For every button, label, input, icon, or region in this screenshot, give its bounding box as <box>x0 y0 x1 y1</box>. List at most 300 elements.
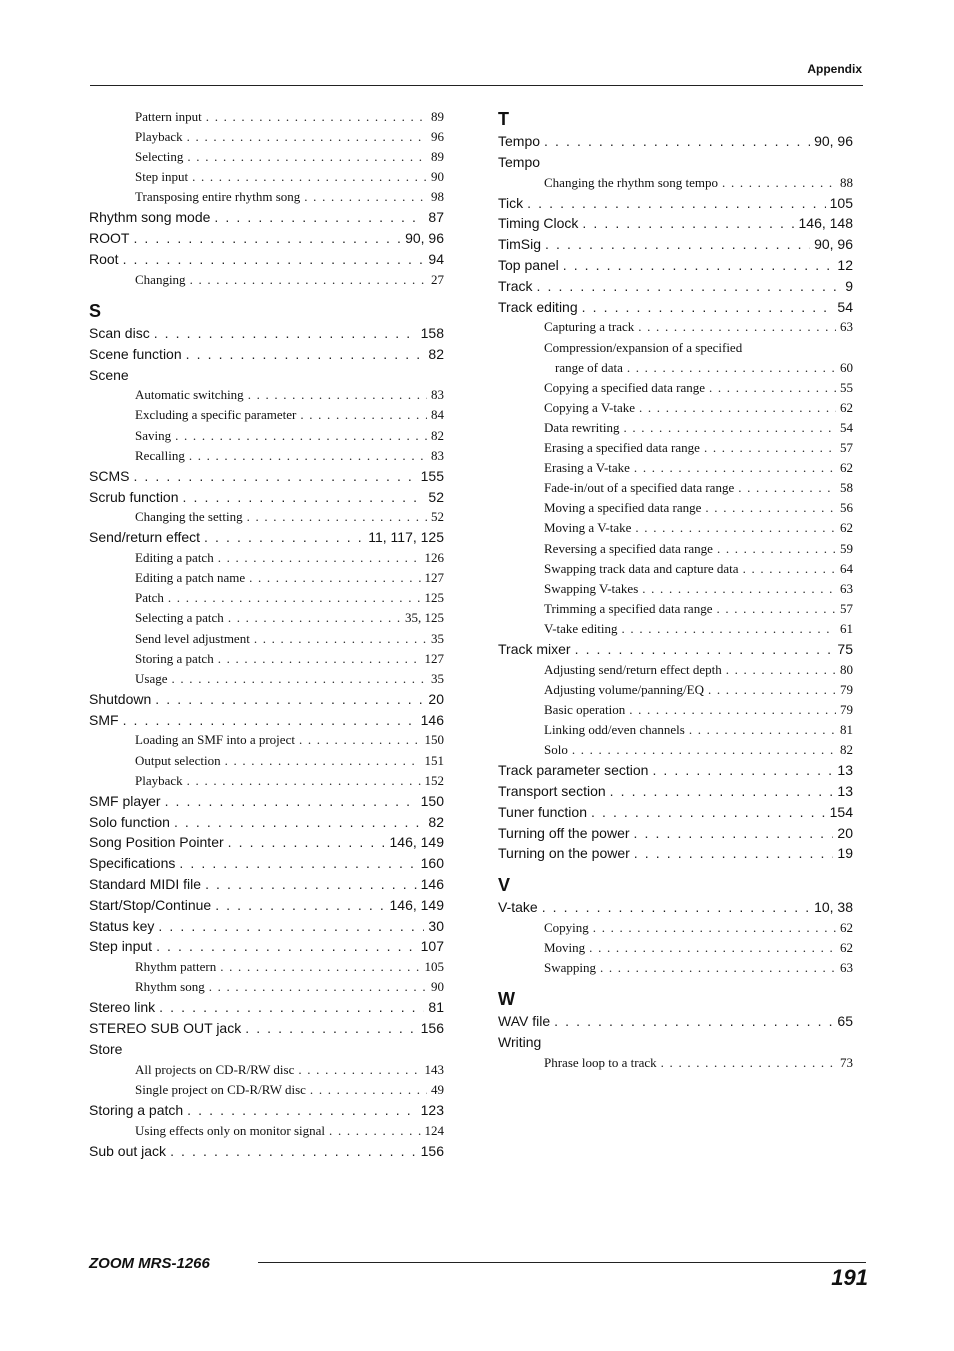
dot-leader <box>254 629 427 649</box>
index-subentry <box>498 680 853 700</box>
dot-leader <box>187 1100 416 1121</box>
dot-leader <box>123 710 417 731</box>
entry-page-numbers: 63 <box>840 319 853 335</box>
dot-leader <box>299 730 421 750</box>
entry-page-numbers: 79 <box>840 681 853 697</box>
dot-leader <box>155 689 424 710</box>
dot-leader <box>544 131 810 152</box>
index-subentry <box>89 588 444 608</box>
entry-term: Root <box>89 251 119 268</box>
page-number: 191 <box>831 1265 868 1290</box>
index-entry <box>89 1039 444 1060</box>
index-entry <box>89 228 444 249</box>
entry-page-numbers: 152 <box>424 772 444 788</box>
dot-leader <box>187 147 427 167</box>
entry-page-numbers: 62 <box>840 460 853 476</box>
entry-term: Specifications <box>89 855 176 872</box>
dot-leader <box>154 323 417 344</box>
entry-page-numbers: 57 <box>840 440 853 456</box>
index-subentry <box>89 1080 444 1100</box>
index-entry <box>498 276 853 297</box>
entry-term: Solo function <box>89 813 170 830</box>
entry-page-numbers: 13 <box>837 762 853 779</box>
entry-page-numbers: 89 <box>431 109 444 124</box>
entry-page-numbers: 81 <box>840 722 853 738</box>
index-entry <box>498 193 853 214</box>
index-subentry <box>498 317 853 337</box>
entry-term: Swapping V-takes <box>544 580 639 596</box>
dot-leader <box>593 918 836 938</box>
index-entry <box>498 802 853 823</box>
index-letter-heading: W <box>498 989 515 1010</box>
entry-term: Storing a patch <box>89 1101 184 1118</box>
entry-page-numbers: 151 <box>424 752 444 768</box>
index-subentry <box>498 619 853 639</box>
entry-term: Capturing a track <box>544 319 635 335</box>
index-entry <box>89 527 444 548</box>
dot-leader <box>186 344 425 365</box>
entry-page-numbers: 105 <box>424 959 444 975</box>
entry-term: Scene function <box>89 345 182 362</box>
index-entry <box>498 760 853 781</box>
entry-term: Loading an SMF into a project <box>135 732 295 748</box>
dot-leader <box>563 255 834 276</box>
index-subentry <box>498 458 853 478</box>
dot-leader <box>133 228 401 249</box>
dot-leader <box>192 167 427 187</box>
dot-leader <box>591 802 826 823</box>
entry-term: Changing the rhythm song tempo <box>544 174 719 190</box>
index-subentry <box>498 378 853 398</box>
dot-leader <box>189 446 427 466</box>
entry-page-numbers: 143 <box>424 1061 444 1077</box>
dot-leader <box>220 957 420 977</box>
entry-term: All projects on CD-R/RW disc <box>135 1061 295 1077</box>
entry-page-numbers: 80 <box>840 661 853 677</box>
entry-term: Compression/expansion of a specified <box>544 339 743 355</box>
index-entry <box>89 249 444 270</box>
entry-page-numbers: 20 <box>428 690 444 707</box>
dot-leader <box>634 458 836 478</box>
index-subentry <box>498 938 853 958</box>
index-entry <box>89 487 444 508</box>
entry-term: range of data <box>555 359 623 375</box>
entry-term: Status key <box>89 917 155 934</box>
entry-page-numbers: 90 <box>431 169 444 185</box>
entry-page-numbers: 63 <box>840 580 853 596</box>
entry-page-numbers: 55 <box>840 379 853 395</box>
dot-leader <box>527 193 825 214</box>
entry-term: Rhythm pattern <box>135 959 217 975</box>
entry-page-numbers: 54 <box>840 419 853 435</box>
entry-page-numbers: 58 <box>840 480 853 496</box>
dot-leader <box>187 771 421 791</box>
index-subentry <box>498 599 853 619</box>
entry-page-numbers: 52 <box>431 509 444 525</box>
entry-page-numbers: 75 <box>837 640 853 657</box>
index-subentry <box>89 446 444 466</box>
entry-term: Playback <box>135 129 183 145</box>
entry-page-numbers: 82 <box>428 813 444 830</box>
entry-term: Moving a specified data range <box>544 500 702 516</box>
entry-page-numbers: 82 <box>840 742 853 758</box>
entry-term: Transposing entire rhythm song <box>135 189 301 205</box>
entry-page-numbers: 146, 149 <box>389 834 444 851</box>
entry-page-numbers: 35 <box>431 670 444 686</box>
entry-page-numbers: 87 <box>428 209 444 226</box>
entry-page-numbers: 56 <box>840 500 853 516</box>
entry-term: Automatic switching <box>135 387 244 403</box>
entry-term: Timing Clock <box>498 215 579 232</box>
index-subentry <box>498 1053 853 1073</box>
entry-term: Tempo <box>498 133 541 149</box>
entry-term: Standard MIDI file <box>89 875 202 892</box>
index-subentry <box>89 1121 444 1141</box>
dot-leader <box>635 518 836 538</box>
dot-leader <box>709 378 836 398</box>
entry-page-numbers: 156 <box>420 1020 444 1037</box>
entry-term: Tempo <box>498 153 541 170</box>
entry-page-numbers: 150 <box>424 732 444 748</box>
entry-page-numbers: 11, 117, 125 <box>368 529 444 546</box>
index-entry <box>498 897 853 918</box>
index-subentry <box>89 548 444 568</box>
entry-page-numbers: 158 <box>420 324 444 341</box>
entry-term: Adjusting send/return effect depth <box>544 661 722 677</box>
dot-leader <box>206 107 427 127</box>
entry-page-numbers: 98 <box>431 189 444 205</box>
entry-term: Editing a patch <box>135 550 214 566</box>
dot-leader <box>310 1080 427 1100</box>
entry-page-numbers: 126 <box>424 550 444 566</box>
dot-leader <box>582 297 834 318</box>
dot-leader <box>205 874 417 895</box>
entry-term: Scrub function <box>89 488 179 505</box>
entry-page-numbers: 61 <box>840 620 853 636</box>
entry-page-numbers: 125 <box>424 590 444 606</box>
entry-term: Pattern input <box>135 109 202 124</box>
entry-term: Top panel <box>498 257 559 274</box>
index-entry <box>89 791 444 812</box>
entry-page-numbers: 82 <box>428 345 444 362</box>
entry-term: Swapping track data and capture data <box>544 560 739 576</box>
entry-page-numbers: 81 <box>428 999 444 1016</box>
entry-page-numbers: 62 <box>840 920 853 936</box>
dot-leader <box>704 438 836 458</box>
entry-term: Store <box>89 1040 123 1057</box>
index-entry <box>89 853 444 874</box>
dot-leader <box>247 507 427 527</box>
entry-page-numbers: 94 <box>428 251 444 268</box>
entry-page-numbers: 49 <box>431 1081 444 1097</box>
dot-leader <box>743 559 836 579</box>
entry-term: Shutdown <box>89 690 152 707</box>
entry-term: Song Position Pointer <box>89 834 224 851</box>
entry-page-numbers: 107 <box>420 938 444 955</box>
index-subentry <box>89 405 444 425</box>
dot-leader <box>218 548 421 568</box>
entry-term: STEREO SUB OUT jack <box>89 1020 242 1037</box>
dot-leader <box>215 895 385 916</box>
entry-term: Using effects only on monitor signal <box>135 1122 326 1138</box>
dot-leader <box>225 751 421 771</box>
entry-term: Patch <box>135 590 164 606</box>
dot-leader <box>708 680 836 700</box>
entry-term: Changing <box>135 271 186 287</box>
dot-leader <box>159 997 424 1018</box>
entry-page-numbers: 89 <box>431 149 444 165</box>
entry-term: Moving <box>544 940 586 956</box>
entry-term: Phrase loop to a track <box>544 1054 657 1070</box>
index-subentry <box>89 608 444 628</box>
dot-leader <box>689 720 836 740</box>
entry-term: SMF <box>89 711 119 728</box>
dot-leader <box>245 1018 416 1039</box>
index-subentry <box>89 649 444 669</box>
entry-page-numbers: 10, 38 <box>814 899 853 916</box>
dot-leader <box>249 568 420 588</box>
entry-page-numbers: 127 <box>424 650 444 666</box>
index-subentry <box>498 539 853 559</box>
dot-leader <box>545 234 810 255</box>
entry-page-numbers: 65 <box>837 1013 853 1030</box>
entry-term: Start/Stop/Continue <box>89 896 212 913</box>
entry-term: WAV file <box>498 1013 551 1030</box>
entry-page-numbers: 83 <box>431 447 444 463</box>
index-subentry <box>498 918 853 938</box>
entry-term: Send level adjustment <box>135 630 250 646</box>
index-entry <box>89 812 444 833</box>
entry-term: Reversing a specified data range <box>544 540 713 556</box>
index-entry <box>89 1141 444 1162</box>
index-letter-heading: V <box>498 875 511 896</box>
dot-leader <box>204 527 364 548</box>
index-entry <box>89 936 444 957</box>
dot-leader <box>634 823 834 844</box>
entry-term: Swapping <box>544 960 596 976</box>
entry-term: Scan disc <box>89 324 150 341</box>
dot-leader <box>179 853 416 874</box>
dot-leader <box>629 700 836 720</box>
dot-leader <box>716 599 836 619</box>
index-entry <box>89 365 444 386</box>
dot-leader <box>722 173 836 193</box>
dot-leader <box>661 1053 836 1073</box>
entry-term: Usage <box>135 670 168 686</box>
index-subentry <box>89 771 444 791</box>
entry-page-numbers: 19 <box>837 845 853 862</box>
entry-page-numbers: 79 <box>840 701 853 717</box>
index-subentry <box>498 660 853 680</box>
dot-leader <box>228 832 386 853</box>
entry-page-numbers: 146, 149 <box>389 896 444 913</box>
index-entry <box>498 1032 853 1053</box>
index-subentry <box>89 507 444 527</box>
index-entry <box>498 213 853 234</box>
entry-term: Solo <box>544 742 568 758</box>
dot-leader <box>639 398 836 418</box>
dot-leader <box>165 791 417 812</box>
dot-leader <box>248 385 427 405</box>
index-entry <box>89 832 444 853</box>
entry-term: Scene <box>89 366 129 383</box>
dot-leader <box>738 478 836 498</box>
entry-term: Storing a patch <box>135 650 214 666</box>
index-subentry <box>89 629 444 649</box>
index-subentry <box>89 1060 444 1080</box>
dot-leader <box>168 588 421 608</box>
entry-page-numbers: 90, 96 <box>405 230 444 247</box>
dot-leader <box>156 936 417 957</box>
index-entry <box>89 466 444 487</box>
entry-term: Copying a specified data range <box>544 379 705 395</box>
entry-page-numbers: 154 <box>829 803 853 820</box>
index-entry <box>498 843 853 864</box>
entry-term: SMF player <box>89 792 161 809</box>
index-subentry <box>498 559 853 579</box>
entry-page-numbers: 60 <box>840 359 853 375</box>
index-subentry <box>498 740 853 760</box>
entry-page-numbers: 54 <box>837 298 853 315</box>
entry-page-numbers: 27 <box>431 271 444 287</box>
index-entry <box>498 297 853 318</box>
entry-term: ROOT <box>89 230 130 247</box>
dot-leader <box>717 539 836 559</box>
dot-leader <box>218 649 421 669</box>
entry-term: Single project on CD-R/RW disc <box>135 1081 306 1097</box>
index-subentry <box>89 669 444 689</box>
entry-term: Copying <box>544 920 589 936</box>
dot-leader <box>187 127 427 147</box>
footer-model-name: ZOOM MRS-1266 <box>89 1255 210 1272</box>
index-subentry <box>89 127 444 147</box>
entry-term: Changing the setting <box>135 509 243 525</box>
index-subentry <box>89 385 444 405</box>
index-subentry <box>498 338 853 358</box>
dot-leader <box>172 669 428 689</box>
entry-page-numbers: 155 <box>420 467 444 484</box>
entry-term: Turning on the power <box>498 845 630 862</box>
entry-term: Turning off the power <box>498 824 630 841</box>
index-subentry <box>498 438 853 458</box>
index-subentry <box>89 107 444 127</box>
index-letter-heading: T <box>498 109 509 129</box>
index-subentry <box>498 418 853 438</box>
entry-term: V-take editing <box>544 620 618 636</box>
index-entry <box>89 916 444 937</box>
entry-page-numbers: 62 <box>840 520 853 536</box>
dot-leader <box>228 608 401 628</box>
entry-term: Writing <box>498 1034 542 1051</box>
header-rule <box>90 85 863 86</box>
entry-page-numbers: 12 <box>837 257 853 274</box>
index-subentry <box>89 568 444 588</box>
index-subentry <box>89 730 444 750</box>
entry-page-numbers: 35 <box>431 630 444 646</box>
entry-term: Playback <box>135 772 183 788</box>
dot-leader <box>298 1060 420 1080</box>
index-entry <box>498 255 853 276</box>
entry-term: Erasing a specified data range <box>544 440 700 456</box>
entry-term: Output selection <box>135 752 221 768</box>
entry-page-numbers: 96 <box>431 129 444 145</box>
entry-page-numbers: 83 <box>431 387 444 403</box>
index-entry <box>89 997 444 1018</box>
entry-page-numbers: 146 <box>420 875 444 892</box>
entry-term: Fade-in/out of a specified data range <box>544 480 735 496</box>
entry-page-numbers: 84 <box>431 407 444 423</box>
entry-term: Editing a patch name <box>135 570 246 586</box>
dot-leader <box>542 897 810 918</box>
dot-leader <box>634 843 834 864</box>
entry-term: Erasing a V-take <box>544 460 630 476</box>
entry-page-numbers: 90, 96 <box>814 236 853 253</box>
index-subentry <box>89 977 444 997</box>
entry-term: Rhythm song mode <box>89 209 211 226</box>
entry-term: Track parameter section <box>498 762 649 779</box>
index-entry <box>89 689 444 710</box>
index-entry <box>89 207 444 228</box>
entry-term: Sub out jack <box>89 1142 167 1159</box>
entry-page-numbers: 150 <box>420 792 444 809</box>
running-header: Appendix <box>807 62 862 76</box>
dot-leader <box>726 660 836 680</box>
entry-page-numbers: 59 <box>840 540 853 556</box>
entry-term: Send/return effect <box>89 529 201 546</box>
entry-term: Adjusting volume/panning/EQ <box>544 681 704 697</box>
entry-term: SCMS <box>89 467 130 484</box>
index-subentry <box>498 958 853 978</box>
dot-leader <box>554 1011 833 1032</box>
index-entry <box>89 874 444 895</box>
dot-leader <box>705 498 836 518</box>
entry-page-numbers: 57 <box>840 600 853 616</box>
entry-page-numbers: 156 <box>420 1142 444 1159</box>
entry-term: Track editing <box>498 298 578 315</box>
entry-term: Linking odd/even channels <box>544 722 685 738</box>
index-subentry <box>89 751 444 771</box>
entry-term: Moving a V-take <box>544 520 632 536</box>
dot-leader <box>183 487 425 508</box>
dot-leader <box>175 426 427 446</box>
index-subentry <box>89 187 444 207</box>
dot-leader <box>536 276 841 297</box>
index-entry <box>89 323 444 344</box>
index-column-right <box>498 107 853 1073</box>
index-subentry <box>498 579 853 599</box>
index-entry <box>89 1100 444 1121</box>
index-entry <box>498 152 853 173</box>
entry-page-numbers: 30 <box>428 917 444 934</box>
entry-term: Tuner function <box>498 803 587 820</box>
dot-leader <box>589 938 836 958</box>
index-subentry <box>498 398 853 418</box>
entry-term: V-take <box>498 899 538 916</box>
entry-page-numbers: 88 <box>840 174 853 190</box>
index-entry <box>498 639 853 660</box>
dot-leader <box>623 418 836 438</box>
entry-page-numbers: 123 <box>420 1101 444 1118</box>
entry-term: Data rewriting <box>544 419 620 435</box>
entry-page-numbers: 124 <box>424 1122 444 1138</box>
index-entry <box>498 823 853 844</box>
dot-leader <box>622 619 836 639</box>
dot-leader <box>158 916 424 937</box>
dot-leader <box>209 977 427 997</box>
entry-page-numbers: 90, 96 <box>814 133 853 149</box>
index-subentry <box>89 147 444 167</box>
index-entry <box>89 710 444 731</box>
